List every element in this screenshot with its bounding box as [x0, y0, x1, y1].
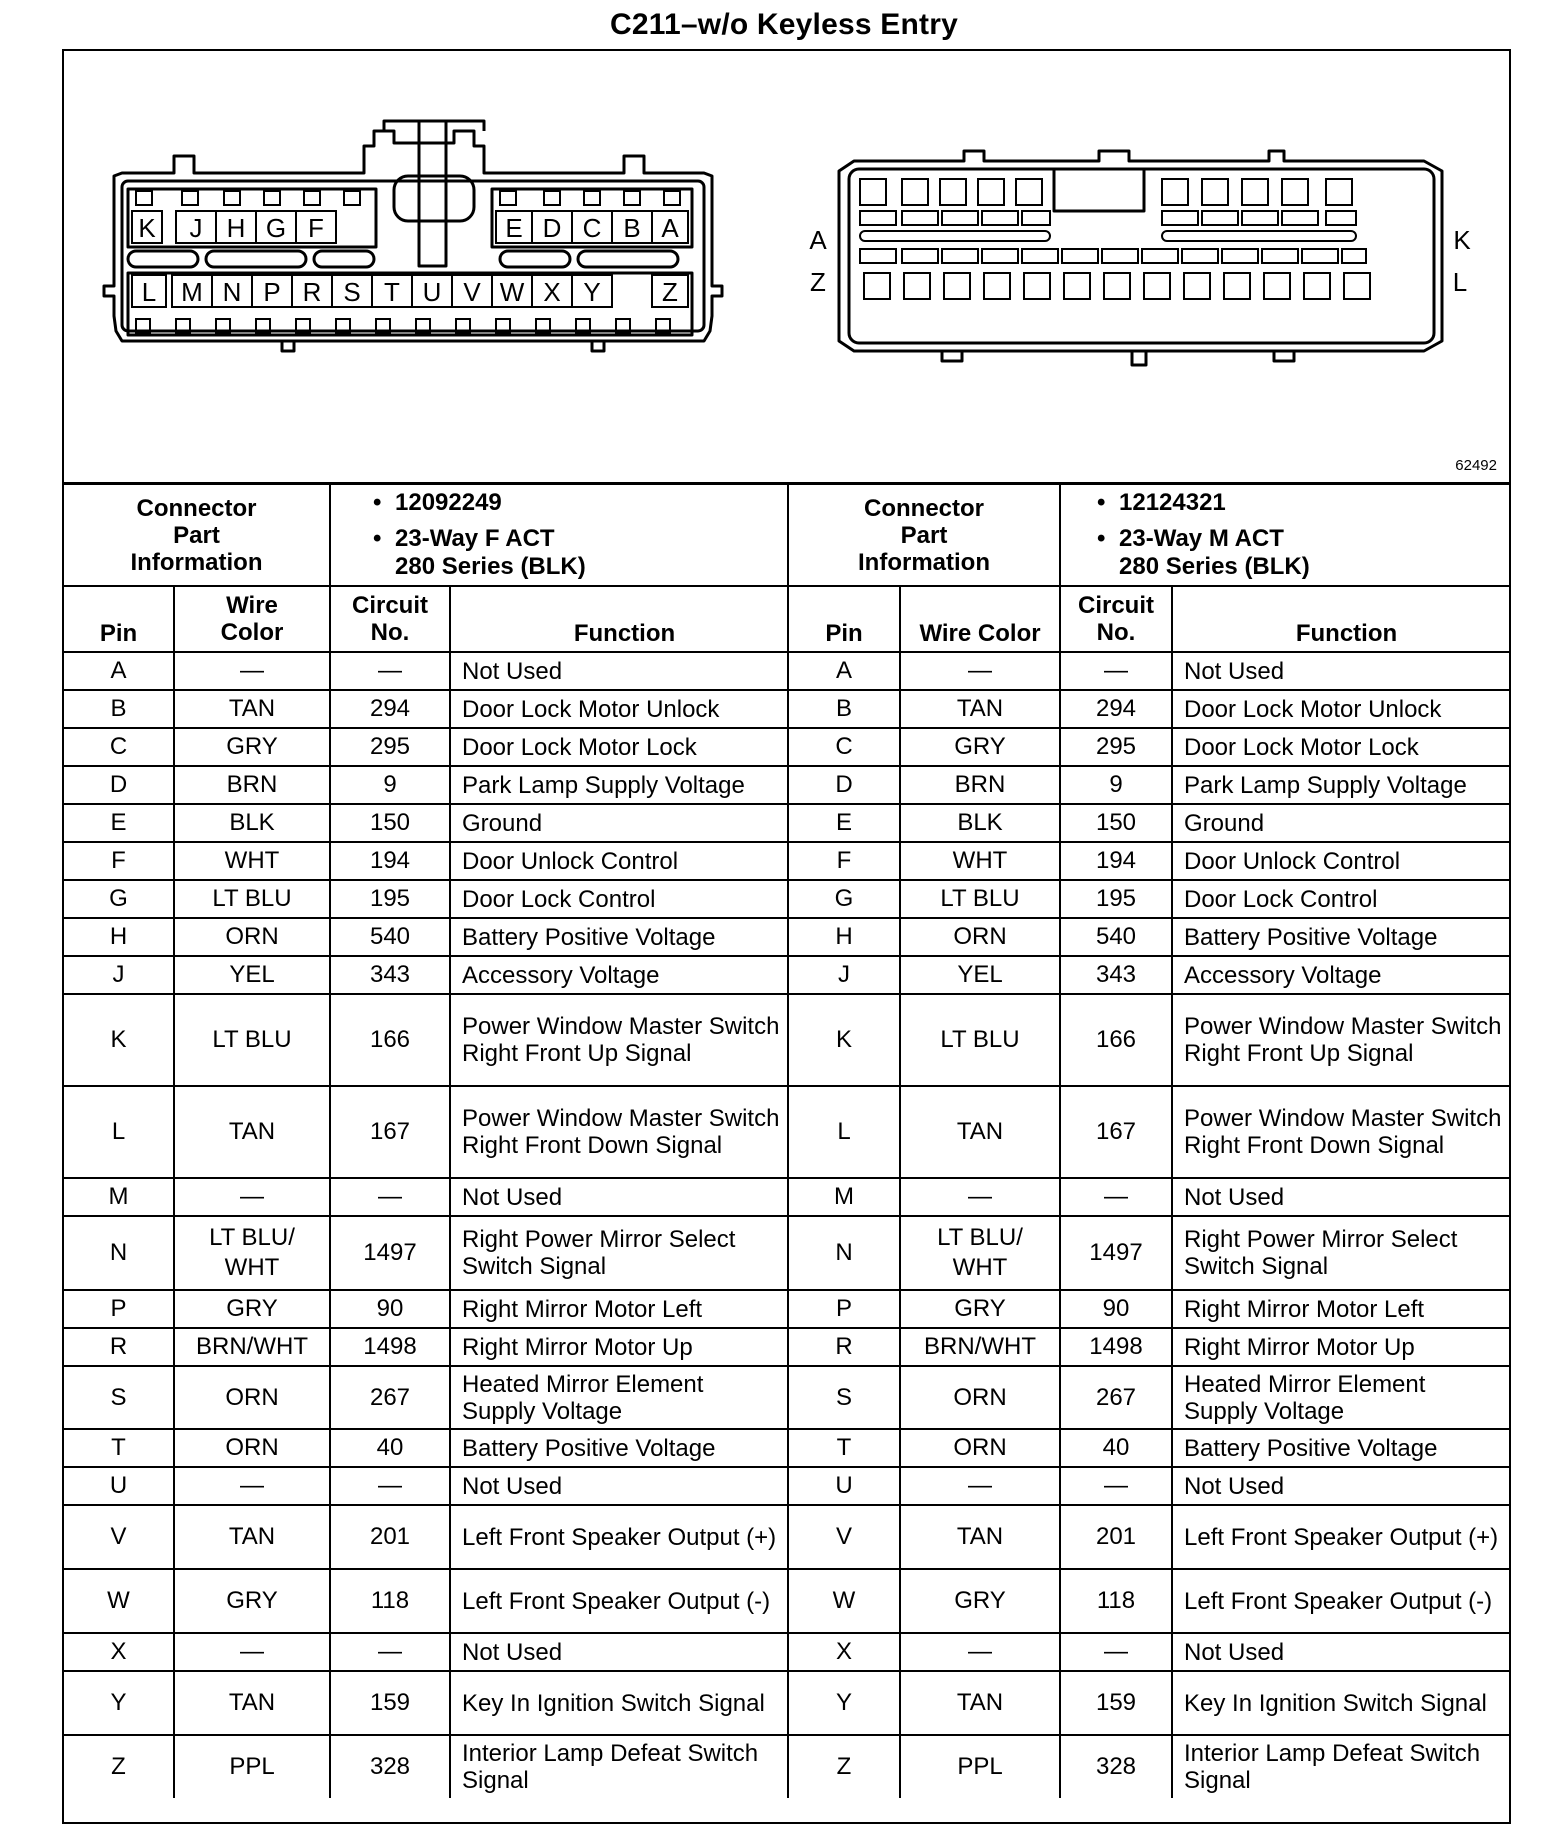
cell-wire-color: GRY — [174, 1290, 330, 1328]
col-circuit-line2: No. — [370, 619, 410, 646]
cell-function: Accessory Voltage — [450, 956, 788, 994]
col-circuit-2-line2: No. — [1096, 619, 1136, 646]
pin-label-J: J — [189, 213, 203, 243]
pin-label-E: E — [505, 213, 523, 243]
cell-pin: G — [64, 880, 174, 918]
pin-label-M: M — [181, 277, 203, 307]
pin-label-C: C — [582, 213, 602, 243]
cell-pin: D — [788, 766, 900, 804]
cell-wire-color: — — [174, 1633, 330, 1671]
cell-function: Interior Lamp Defeat Switch Signal — [1172, 1735, 1509, 1798]
col-wire-color-line1: Wire — [226, 592, 278, 619]
cell-circuit: — — [330, 652, 450, 690]
cell-pin: X — [788, 1633, 900, 1671]
table-row — [64, 1467, 1509, 1505]
cell-pin: K — [788, 994, 900, 1086]
cell-function: Not Used — [450, 1178, 788, 1216]
cell-circuit: 159 — [330, 1671, 450, 1735]
cell-function: Not Used — [450, 652, 788, 690]
cell-function: Not Used — [450, 1633, 788, 1671]
pin-label-N: N — [222, 277, 242, 307]
right-info-label — [788, 485, 1060, 586]
cell-pin: N — [64, 1216, 174, 1290]
cell-pin: J — [788, 956, 900, 994]
cell-function: Park Lamp Supply Voltage — [450, 766, 788, 804]
cell-function: Left Front Speaker Output (-) — [1172, 1569, 1509, 1633]
cell-circuit: 295 — [1060, 728, 1172, 766]
pin-label-Y: Y — [583, 277, 601, 307]
cell-wire-color: TAN — [174, 1086, 330, 1178]
cell-function: Door Lock Motor Unlock — [450, 690, 788, 728]
cell-function: Accessory Voltage — [1172, 956, 1509, 994]
cell-circuit: — — [1060, 1467, 1172, 1505]
pin-label-S: S — [343, 277, 361, 307]
cell-pin: S — [788, 1366, 900, 1429]
figure-id: 62492 — [1455, 457, 1497, 474]
cell-circuit: 540 — [330, 918, 450, 956]
cell-pin: T — [64, 1429, 174, 1467]
pin-label-B: B — [623, 213, 641, 243]
column-header-row — [64, 586, 1509, 652]
cell-function: Battery Positive Voltage — [450, 918, 788, 956]
left-part-desc-1: 23-Way F ACT — [395, 525, 555, 552]
cell-circuit: — — [330, 1633, 450, 1671]
bullet-icon: • — [1097, 525, 1106, 552]
cell-wire-color: — — [900, 1467, 1060, 1505]
cell-circuit: 166 — [330, 994, 450, 1086]
cell-circuit: 328 — [330, 1735, 450, 1798]
cell-function: Right Power Mirror Select Switch Signal — [450, 1216, 788, 1290]
male-corner-label-A: A — [809, 225, 827, 255]
cell-pin: A — [64, 652, 174, 690]
cell-circuit: — — [330, 1467, 450, 1505]
cell-circuit: 150 — [330, 804, 450, 842]
cell-circuit: 267 — [1060, 1366, 1172, 1429]
cell-circuit: 118 — [330, 1569, 450, 1633]
cell-circuit: — — [330, 1178, 450, 1216]
cell-function: Power Window Master Switch Right Front Down Signal — [1172, 1086, 1509, 1178]
cell-function: Door Lock Control — [450, 880, 788, 918]
col-circuit — [330, 586, 450, 652]
connector-info-row — [64, 485, 1509, 586]
pin-label-R: R — [302, 277, 322, 307]
table-row — [64, 690, 1509, 728]
left-info-label-text: Connector Part Information — [130, 494, 263, 576]
cell-circuit: 40 — [330, 1429, 450, 1467]
cell-circuit: 540 — [1060, 918, 1172, 956]
cell-wire-color: LT BLU — [174, 994, 330, 1086]
cell-wire-color: ORN — [174, 1366, 330, 1429]
cell-wire-color: — — [900, 1178, 1060, 1216]
table-row — [64, 1633, 1509, 1671]
male-corner-label-L: L — [1452, 267, 1468, 297]
pin-label-T: T — [384, 277, 400, 307]
table-row — [64, 1086, 1509, 1178]
cell-function: Door Unlock Control — [450, 842, 788, 880]
table-row — [64, 994, 1509, 1086]
cell-wire-color: LT BLU — [900, 880, 1060, 918]
cell-circuit: 90 — [330, 1290, 450, 1328]
cell-wire-color: ORN — [174, 918, 330, 956]
cell-circuit: 267 — [330, 1366, 450, 1429]
cell-circuit: 166 — [1060, 994, 1172, 1086]
left-part-info — [330, 485, 788, 586]
cell-function: Door Lock Motor Lock — [1172, 728, 1509, 766]
cell-circuit: 9 — [330, 766, 450, 804]
cell-circuit: 195 — [330, 880, 450, 918]
cell-circuit: 343 — [1060, 956, 1172, 994]
cell-wire-color: BLK — [174, 804, 330, 842]
cell-wire-color: ORN — [900, 918, 1060, 956]
right-info-label-text: Connector Part Information — [858, 494, 990, 576]
col-circuit-2 — [1060, 586, 1172, 652]
pin-label-Z: Z — [662, 277, 678, 307]
cell-function: Right Mirror Motor Up — [1172, 1328, 1509, 1366]
cell-function: Right Power Mirror Select Switch Signal — [1172, 1216, 1509, 1290]
connector-drawing — [64, 51, 1509, 485]
cell-pin: E — [788, 804, 900, 842]
cell-pin: B — [64, 690, 174, 728]
col-pin: Pin — [64, 586, 174, 652]
cell-function: Left Front Speaker Output (-) — [450, 1569, 788, 1633]
cell-pin: S — [64, 1366, 174, 1429]
pinout-table — [64, 485, 1509, 1798]
cell-function: Battery Positive Voltage — [1172, 1429, 1509, 1467]
cell-function: Power Window Master Switch Right Front Up Signal — [1172, 994, 1509, 1086]
left-part-number: 12092249 — [395, 489, 502, 516]
male-corner-label-K: K — [1453, 225, 1471, 255]
col-wire-color-line2: Color — [220, 619, 284, 646]
cell-pin: T — [788, 1429, 900, 1467]
cell-function: Park Lamp Supply Voltage — [1172, 766, 1509, 804]
cell-wire-color: PPL — [900, 1735, 1060, 1798]
page-title: C211–w/o Keyless Entry — [610, 8, 958, 41]
cell-wire-color: — — [174, 652, 330, 690]
cell-function: Door Unlock Control — [1172, 842, 1509, 880]
cell-wire-color: PPL — [174, 1735, 330, 1798]
pin-label-A: A — [661, 213, 679, 243]
cell-function: Door Lock Motor Unlock — [1172, 690, 1509, 728]
cell-pin: V — [64, 1505, 174, 1569]
cell-circuit: 118 — [1060, 1569, 1172, 1633]
cell-pin: D — [64, 766, 174, 804]
table-row — [64, 1178, 1509, 1216]
col-wire-color-2: Wire Color — [900, 586, 1060, 652]
col-wire-color — [174, 586, 330, 652]
cell-function: Not Used — [1172, 652, 1509, 690]
cell-function: Key In Ignition Switch Signal — [450, 1671, 788, 1735]
cell-pin: E — [64, 804, 174, 842]
cell-circuit: 294 — [1060, 690, 1172, 728]
pin-label-D: D — [542, 213, 562, 243]
table-row — [64, 1429, 1509, 1467]
cell-pin: L — [64, 1086, 174, 1178]
cell-wire-color: GRY — [900, 728, 1060, 766]
cell-circuit: 90 — [1060, 1290, 1172, 1328]
cell-pin: F — [64, 842, 174, 880]
cell-circuit: 150 — [1060, 804, 1172, 842]
cell-pin: F — [788, 842, 900, 880]
cell-circuit: — — [1060, 652, 1172, 690]
cell-pin: W — [64, 1569, 174, 1633]
cell-pin: M — [64, 1178, 174, 1216]
table-row — [64, 766, 1509, 804]
cell-circuit: 194 — [330, 842, 450, 880]
cell-pin: H — [64, 918, 174, 956]
cell-circuit: 159 — [1060, 1671, 1172, 1735]
cell-pin: H — [788, 918, 900, 956]
cell-wire-color: LT BLU — [900, 994, 1060, 1086]
cell-function: Not Used — [450, 1467, 788, 1505]
cell-pin: L — [788, 1086, 900, 1178]
pin-label-F: F — [308, 213, 324, 243]
pin-label-P: P — [263, 277, 281, 307]
cell-wire-color: BRN — [174, 766, 330, 804]
table-row — [64, 804, 1509, 842]
cell-pin: B — [788, 690, 900, 728]
cell-pin: R — [788, 1328, 900, 1366]
cell-wire-color: ORN — [900, 1366, 1060, 1429]
table-row — [64, 1569, 1509, 1633]
pin-label-X: X — [543, 277, 561, 307]
cell-wire-color: ORN — [900, 1429, 1060, 1467]
cell-circuit: 40 — [1060, 1429, 1172, 1467]
cell-wire-color: BLK — [900, 804, 1060, 842]
connector-diagram — [64, 51, 1509, 485]
cell-function: Power Window Master Switch Right Front Down Signal — [450, 1086, 788, 1178]
cell-function: Power Window Master Switch Right Front Up Signal — [450, 994, 788, 1086]
cell-wire-color: LT BLU/ WHT — [900, 1216, 1060, 1290]
table-row — [64, 1671, 1509, 1735]
col-function: Function — [450, 586, 788, 652]
cell-wire-color: TAN — [900, 1505, 1060, 1569]
cell-wire-color: GRY — [174, 728, 330, 766]
cell-circuit: 167 — [330, 1086, 450, 1178]
cell-pin: N — [788, 1216, 900, 1290]
cell-circuit: 194 — [1060, 842, 1172, 880]
cell-wire-color: YEL — [900, 956, 1060, 994]
cell-circuit: 1498 — [1060, 1328, 1172, 1366]
cell-wire-color: — — [900, 652, 1060, 690]
cell-pin: P — [788, 1290, 900, 1328]
cell-function: Key In Ignition Switch Signal — [1172, 1671, 1509, 1735]
cell-wire-color: — — [900, 1633, 1060, 1671]
male-corner-label-Z: Z — [810, 267, 826, 297]
right-part-desc-1: 23-Way M ACT — [1119, 525, 1284, 552]
col-function-2: Function — [1172, 586, 1509, 652]
cell-circuit: 195 — [1060, 880, 1172, 918]
table-row — [64, 842, 1509, 880]
cell-pin: G — [788, 880, 900, 918]
cell-wire-color: TAN — [900, 1671, 1060, 1735]
table-row — [64, 880, 1509, 918]
cell-pin: M — [788, 1178, 900, 1216]
cell-pin: C — [64, 728, 174, 766]
cell-function: Not Used — [1172, 1467, 1509, 1505]
cell-pin: K — [64, 994, 174, 1086]
cell-circuit: 167 — [1060, 1086, 1172, 1178]
cell-pin: Y — [64, 1671, 174, 1735]
right-part-desc-2: 280 Series (BLK) — [1119, 553, 1310, 580]
cell-circuit: — — [1060, 1633, 1172, 1671]
cell-function: Right Mirror Motor Up — [450, 1328, 788, 1366]
cell-circuit: 343 — [330, 956, 450, 994]
cell-pin: V — [788, 1505, 900, 1569]
cell-circuit: 295 — [330, 728, 450, 766]
cell-wire-color: — — [174, 1178, 330, 1216]
cell-wire-color: TAN — [900, 1086, 1060, 1178]
table-row — [64, 1290, 1509, 1328]
cell-wire-color: TAN — [174, 1505, 330, 1569]
cell-function: Right Mirror Motor Left — [450, 1290, 788, 1328]
left-info-label — [64, 485, 330, 586]
cell-circuit: 328 — [1060, 1735, 1172, 1798]
cell-function: Not Used — [1172, 1633, 1509, 1671]
pin-label-L: L — [141, 277, 157, 307]
cell-function: Door Lock Motor Lock — [450, 728, 788, 766]
cell-function: Right Mirror Motor Left — [1172, 1290, 1509, 1328]
table-row — [64, 1328, 1509, 1366]
cell-circuit: — — [1060, 1178, 1172, 1216]
cell-pin: R — [64, 1328, 174, 1366]
cell-function: Battery Positive Voltage — [450, 1429, 788, 1467]
table-row — [64, 1735, 1509, 1798]
table-row — [64, 956, 1509, 994]
cell-function: Ground — [1172, 804, 1509, 842]
cell-pin: U — [64, 1467, 174, 1505]
cell-wire-color: LT BLU/ WHT — [174, 1216, 330, 1290]
bullet-icon: • — [373, 525, 382, 552]
cell-circuit: 201 — [1060, 1505, 1172, 1569]
cell-pin: W — [788, 1569, 900, 1633]
pin-label-G: G — [265, 213, 287, 243]
bullet-icon: • — [373, 489, 382, 516]
cell-circuit: 9 — [1060, 766, 1172, 804]
bullet-icon: • — [1097, 489, 1106, 516]
table-row — [64, 1216, 1509, 1290]
cell-wire-color: WHT — [900, 842, 1060, 880]
cell-wire-color: TAN — [900, 690, 1060, 728]
cell-pin: X — [64, 1633, 174, 1671]
cell-circuit: 294 — [330, 690, 450, 728]
pin-label-W: W — [499, 277, 525, 307]
cell-wire-color: TAN — [174, 1671, 330, 1735]
cell-wire-color: GRY — [900, 1290, 1060, 1328]
table-row — [64, 1366, 1509, 1429]
cell-circuit: 1497 — [330, 1216, 450, 1290]
cell-function: Ground — [450, 804, 788, 842]
pin-label-V: V — [463, 277, 481, 307]
table-row — [64, 728, 1509, 766]
col-circuit-2-line1: Circuit — [1077, 592, 1154, 619]
cell-function: Interior Lamp Defeat Switch Signal — [450, 1735, 788, 1798]
cell-function: Left Front Speaker Output (+) — [1172, 1505, 1509, 1569]
table-row — [64, 918, 1509, 956]
cell-function: Left Front Speaker Output (+) — [450, 1505, 788, 1569]
cell-wire-color: LT BLU — [174, 880, 330, 918]
col-circuit-line1: Circuit — [351, 592, 428, 619]
cell-pin: Z — [788, 1735, 900, 1798]
cell-circuit: 201 — [330, 1505, 450, 1569]
cell-wire-color: GRY — [900, 1569, 1060, 1633]
cell-wire-color: GRY — [174, 1569, 330, 1633]
cell-pin: C — [788, 728, 900, 766]
cell-function: Battery Positive Voltage — [1172, 918, 1509, 956]
cell-wire-color: ORN — [174, 1429, 330, 1467]
connector-sheet — [62, 49, 1511, 1824]
cell-function: Heated Mirror Element Supply Voltage — [1172, 1366, 1509, 1429]
pin-label-K: K — [138, 213, 156, 243]
right-part-number: 12124321 — [1119, 489, 1226, 516]
cell-wire-color: BRN/WHT — [174, 1328, 330, 1366]
cell-circuit: 1498 — [330, 1328, 450, 1366]
cell-circuit: 1497 — [1060, 1216, 1172, 1290]
cell-pin: U — [788, 1467, 900, 1505]
col-pin-2: Pin — [788, 586, 900, 652]
pin-label-U: U — [422, 277, 442, 307]
cell-wire-color: BRN/WHT — [900, 1328, 1060, 1366]
cell-pin: Z — [64, 1735, 174, 1798]
table-row — [64, 1505, 1509, 1569]
cell-pin: A — [788, 652, 900, 690]
cell-wire-color: WHT — [174, 842, 330, 880]
pin-label-H: H — [226, 213, 246, 243]
right-part-info — [1060, 485, 1509, 586]
cell-wire-color: BRN — [900, 766, 1060, 804]
table-row — [64, 652, 1509, 690]
cell-pin: P — [64, 1290, 174, 1328]
cell-wire-color: — — [174, 1467, 330, 1505]
cell-wire-color: YEL — [174, 956, 330, 994]
cell-pin: Y — [788, 1671, 900, 1735]
cell-wire-color: TAN — [174, 690, 330, 728]
cell-pin: J — [64, 956, 174, 994]
cell-function: Door Lock Control — [1172, 880, 1509, 918]
cell-function: Heated Mirror Element Supply Voltage — [450, 1366, 788, 1429]
cell-function: Not Used — [1172, 1178, 1509, 1216]
left-part-desc-2: 280 Series (BLK) — [395, 553, 586, 580]
